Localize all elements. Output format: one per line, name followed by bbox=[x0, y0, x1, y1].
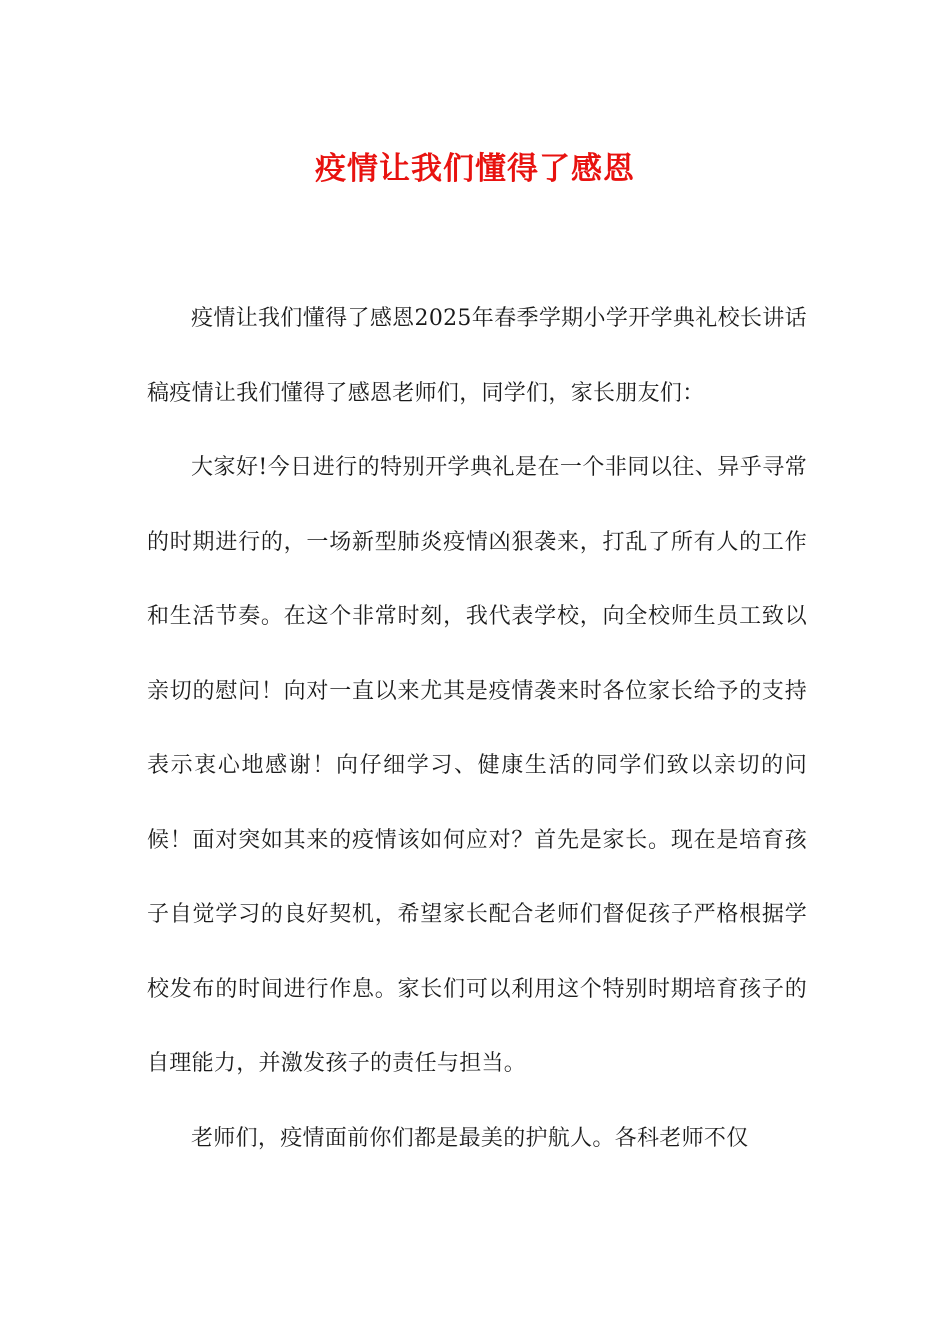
paragraph-teachers: 老师们，疫情面前你们都是最美的护航人。各科老师不仅 bbox=[191, 1125, 749, 1151]
paragraph-greeting: 大家好!今日进行的特别开学典礼是在一个非同以往、异乎寻常的时期进行的，一场新型肺炎疫情凶狠袭来，打乱了所有人的工作和生活节奏。在这个非常时刻，我代表学校，向全校师生员工致以亲切的慰问！向对一直以来尤其是疫情袭来时各位家长给予的支持表示衷心地感谢！向仔细学习、健康生活的同学们致以亲切的问候！面对突如其来的疫情该如何应对？首先是家长。现在是培育孩子自觉学习的良好契机，希望家长配合老师们督促孩子严格根据学校发布的时间进行作息。家长们可以利用这个特别时期培育孩子的自理能力，并激发孩子的责任与担当。 bbox=[147, 455, 807, 1076]
document-body bbox=[147, 282, 807, 1176]
paragraph-intro: 疫情让我们懂得了感恩2025年春季学期小学开学典礼校长讲话稿疫情让我们懂得了感恩老师们，同学们，家长朋友们： bbox=[147, 306, 807, 406]
document-title: 疫情让我们懂得了感恩 bbox=[315, 151, 635, 187]
